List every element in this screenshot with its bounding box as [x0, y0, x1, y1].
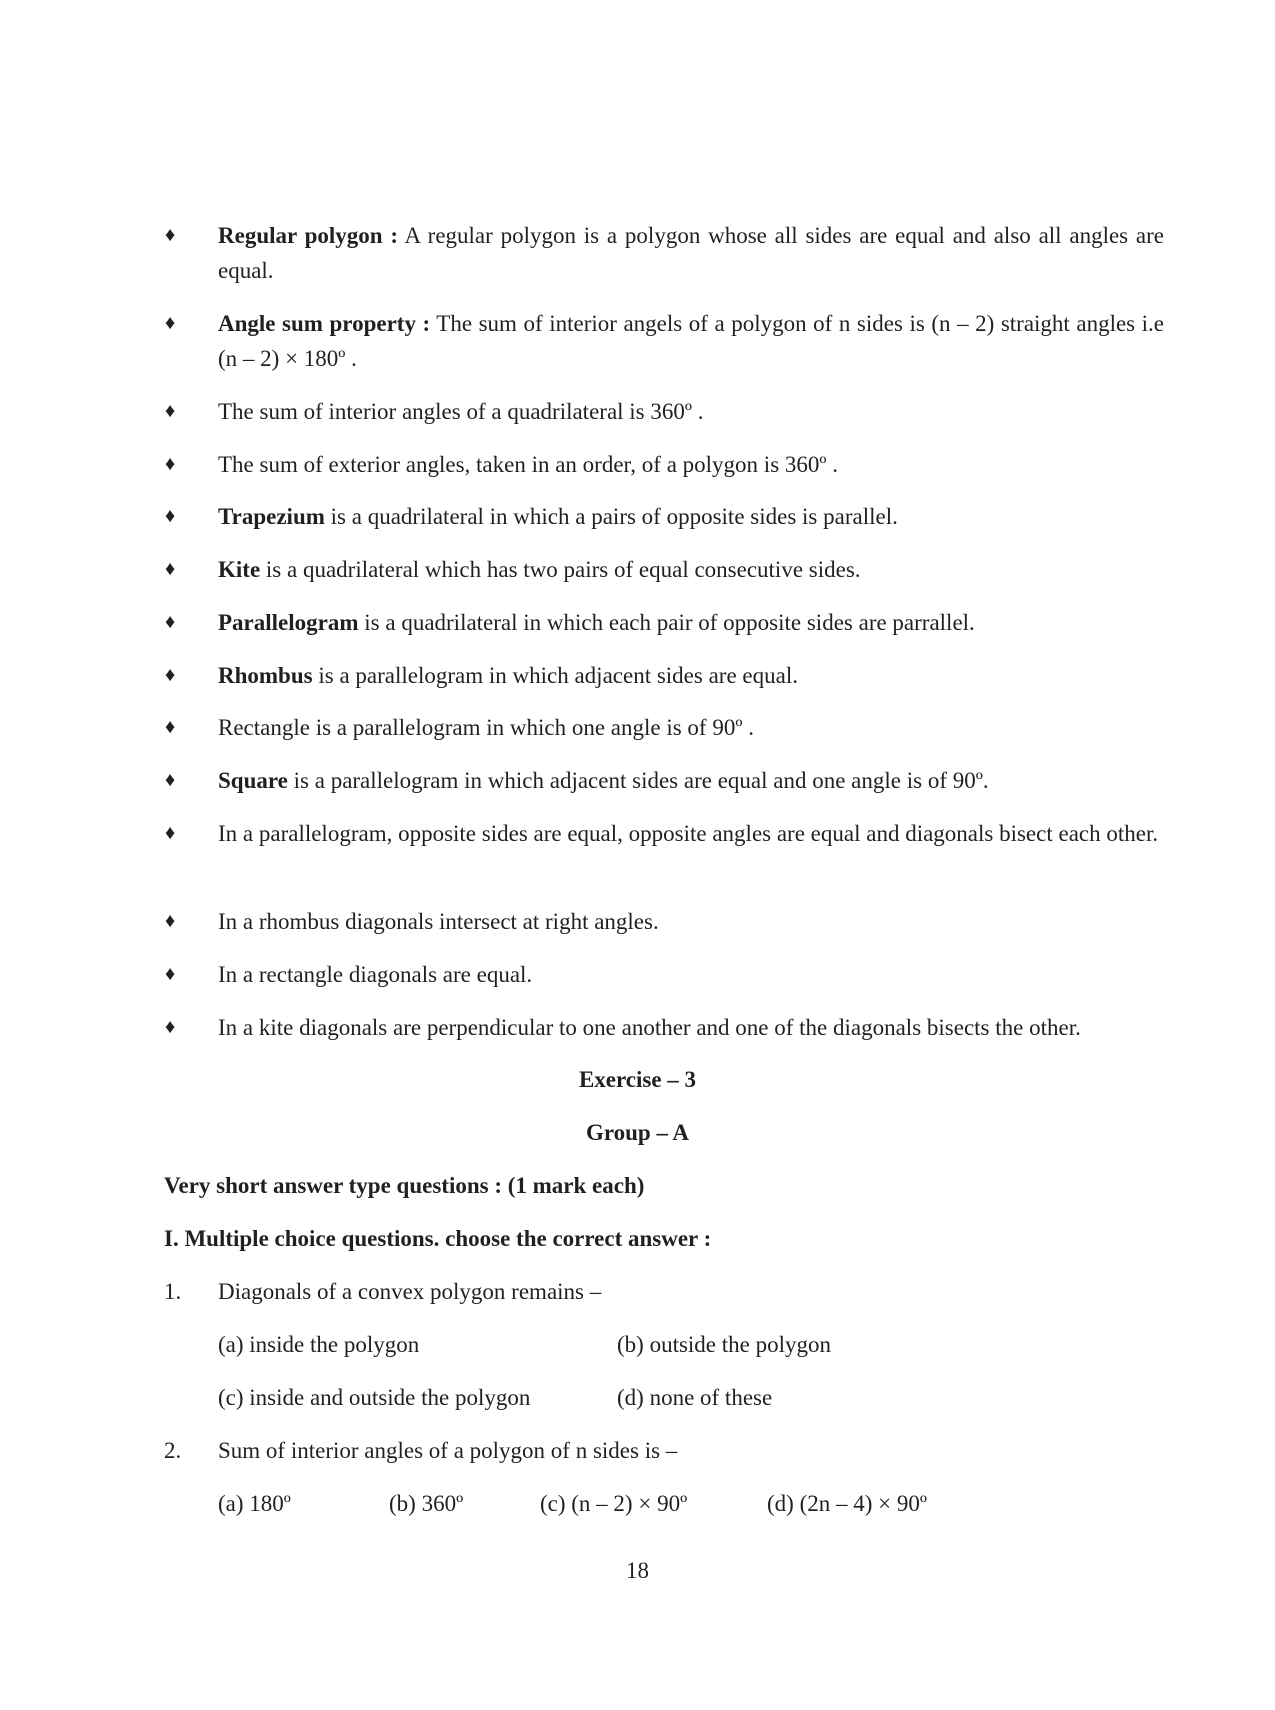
bullet-text: The sum of interior angles of a quadrilateral is 360º . [218, 399, 704, 424]
option-b: (b) 360º [389, 1491, 464, 1516]
bullet-text: In a rectangle diagonals are equal. [218, 962, 533, 987]
bullet-term: Parallelogram [218, 610, 359, 635]
bullet-text: In a parallelogram, opposite sides are equal, opposite angles are equal and diagonals bisect each other. [218, 821, 1159, 846]
question-number: 1. [164, 1279, 182, 1304]
option-d: (d) none of these [617, 1385, 773, 1410]
option-c: (c) (n – 2) × 90º [540, 1491, 688, 1516]
bullet-text: is a quadrilateral in which a pairs of opposite sides is parallel. [324, 504, 898, 529]
diamond-bullet-icon: ♦ [165, 453, 176, 475]
bullet-text: is a quadrilateral which has two pairs of equal consecutive sides. [260, 557, 861, 582]
diamond-bullet-icon: ♦ [165, 664, 176, 686]
bullet-text: In a rhombus diagonals intersect at right angles. [218, 909, 659, 934]
option-c: (c) inside and outside the polygon [218, 1385, 531, 1410]
bullet-term: Angle sum property : [218, 311, 431, 336]
section-heading: Very short answer type questions : (1 mark each) [164, 1173, 645, 1198]
exercise-title: Exercise – 3 [578, 1067, 697, 1092]
diamond-bullet-icon: ♦ [165, 769, 176, 791]
diamond-bullet-icon: ♦ [165, 505, 176, 527]
group-title: Group – A [585, 1120, 690, 1145]
bullet-term: Rhombus [218, 663, 313, 688]
bullet-term: Regular polygon : [218, 223, 399, 248]
question-text: Diagonals of a convex polygon remains – [218, 1279, 602, 1304]
diamond-bullet-icon: ♦ [165, 312, 176, 334]
diamond-bullet-icon: ♦ [165, 716, 176, 738]
bullet-term: Trapezium [218, 504, 325, 529]
option-a: (a) inside the polygon [218, 1332, 420, 1357]
page-number: 18 [626, 1558, 649, 1583]
bullet-text: In a kite diagonals are perpendicular to one another and one of the diagonals bisects the other. [218, 1015, 1081, 1040]
bullet-item-parallelogram-properties [165, 816, 1165, 886]
bullet-text: Rectangle is a parallelogram in which one angle is of 90º . [218, 715, 754, 740]
diamond-bullet-icon: ♦ [165, 910, 176, 932]
bullet-text: is a parallelogram in which adjacent sides are equal and one angle is of 90º. [287, 768, 989, 793]
bullet-text: The sum of exterior angles, taken in an order, of a polygon is 360º . [218, 452, 839, 477]
bullet-term: Square [218, 768, 288, 793]
bullet-text: is a parallelogram in which adjacent sides are equal. [312, 663, 798, 688]
diamond-bullet-icon: ♦ [165, 611, 176, 633]
diamond-bullet-icon: ♦ [165, 822, 176, 844]
diamond-bullet-icon: ♦ [165, 1016, 176, 1038]
diamond-bullet-icon: ♦ [165, 963, 176, 985]
bullet-text: is a quadrilateral in which each pair of opposite sides are parrallel. [358, 610, 975, 635]
bullet-text: A regular polygon is a polygon whose all sides are equal and also all angles are equal. [218, 223, 1164, 283]
diamond-bullet-icon: ♦ [165, 224, 176, 246]
question-text: Sum of interior angles of a polygon of n sides is – [218, 1438, 678, 1463]
bullet-text: The sum of interior angels of a polygon of n sides is (n – 2) straight angles i.e (n – 2) × 180º . [218, 311, 1165, 371]
option-a: (a) 180º [218, 1491, 291, 1516]
bullet-term: Kite [218, 557, 261, 582]
option-b: (b) outside the polygon [617, 1332, 831, 1357]
diamond-bullet-icon: ♦ [165, 400, 176, 422]
bullet-item-regular-polygon [165, 218, 1165, 288]
bullet-item-angle-sum [165, 306, 1165, 376]
diamond-bullet-icon: ♦ [165, 558, 176, 580]
question-number: 2. [164, 1438, 182, 1463]
subsection-heading: I. Multiple choice questions. choose the correct answer : [164, 1226, 712, 1251]
option-d: (d) (2n – 4) × 90º [767, 1491, 927, 1516]
